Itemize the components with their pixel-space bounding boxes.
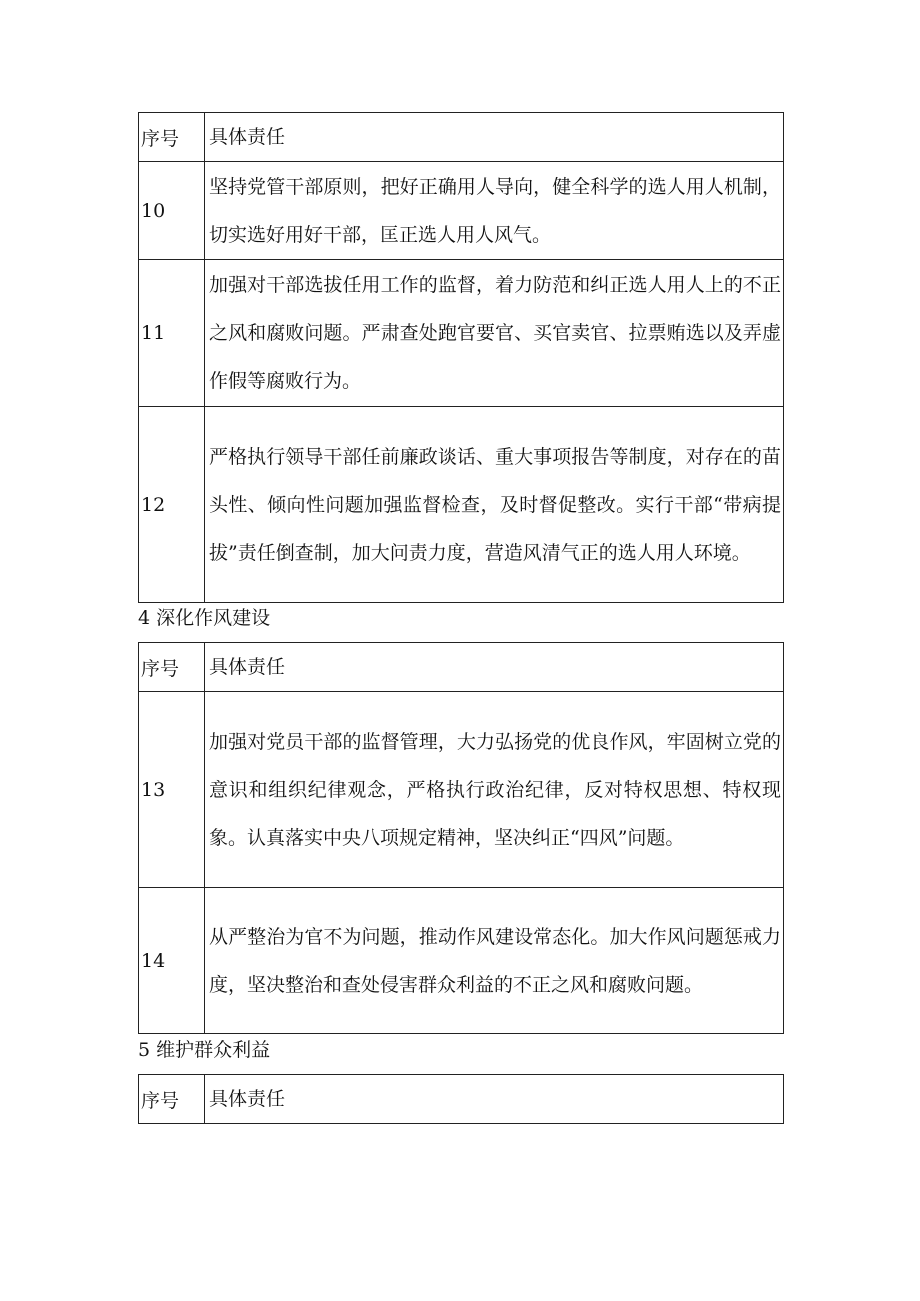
table-header-row	[139, 643, 784, 692]
row-number: 14	[139, 888, 205, 1034]
row-number: 12	[139, 407, 205, 603]
table-header-row	[139, 113, 784, 162]
responsibility-table-3	[138, 1074, 784, 1124]
table-row	[139, 888, 784, 1034]
table-row	[139, 407, 784, 603]
responsibility-table-1	[138, 112, 784, 603]
section-heading-4: 4 深化作风建设	[138, 607, 271, 629]
table-row	[139, 692, 784, 888]
header-duty: 具体责任	[205, 1075, 784, 1124]
row-text: 加强对干部选拔任用工作的监督，着力防范和纠正选人用人上的不正之风和腐败问题。严肃查处跑官要官、买官卖官、拉票贿选以及弄虚作假等腐败行为。	[205, 260, 784, 407]
section-heading-5: 5 维护群众利益	[138, 1039, 271, 1061]
row-number: 10	[139, 162, 205, 260]
header-duty: 具体责任	[205, 113, 784, 162]
table-row	[139, 260, 784, 407]
responsibility-table-2	[138, 642, 784, 1034]
row-text: 坚持党管干部原则，把好正确用人导向，健全科学的选人用人机制，切实选好用好干部，匡正选人用人风气。	[205, 162, 784, 260]
header-index: 序号	[139, 643, 205, 692]
row-number: 11	[139, 260, 205, 407]
table-row	[139, 162, 784, 260]
row-number: 13	[139, 692, 205, 888]
header-index: 序号	[139, 113, 205, 162]
row-text: 从严整治为官不为问题，推动作风建设常态化。加大作风问题惩戒力度，坚决整治和查处侵害群众利益的不正之风和腐败问题。	[205, 888, 784, 1034]
row-text: 加强对党员干部的监督管理，大力弘扬党的优良作风，牢固树立党的意识和组织纪律观念，严格执行政治纪律，反对特权思想、特权现象。认真落实中央八项规定精神，坚决纠正“四风”问题。	[205, 692, 784, 888]
header-duty: 具体责任	[205, 643, 784, 692]
row-text: 严格执行领导干部任前廉政谈话、重大事项报告等制度，对存在的苗头性、倾向性问题加强监督检查，及时督促整改。实行干部“带病提拔”责任倒查制，加大问责力度，营造风清气正的选人用人环境。	[205, 407, 784, 603]
table-header-row	[139, 1075, 784, 1124]
header-index: 序号	[139, 1075, 205, 1124]
